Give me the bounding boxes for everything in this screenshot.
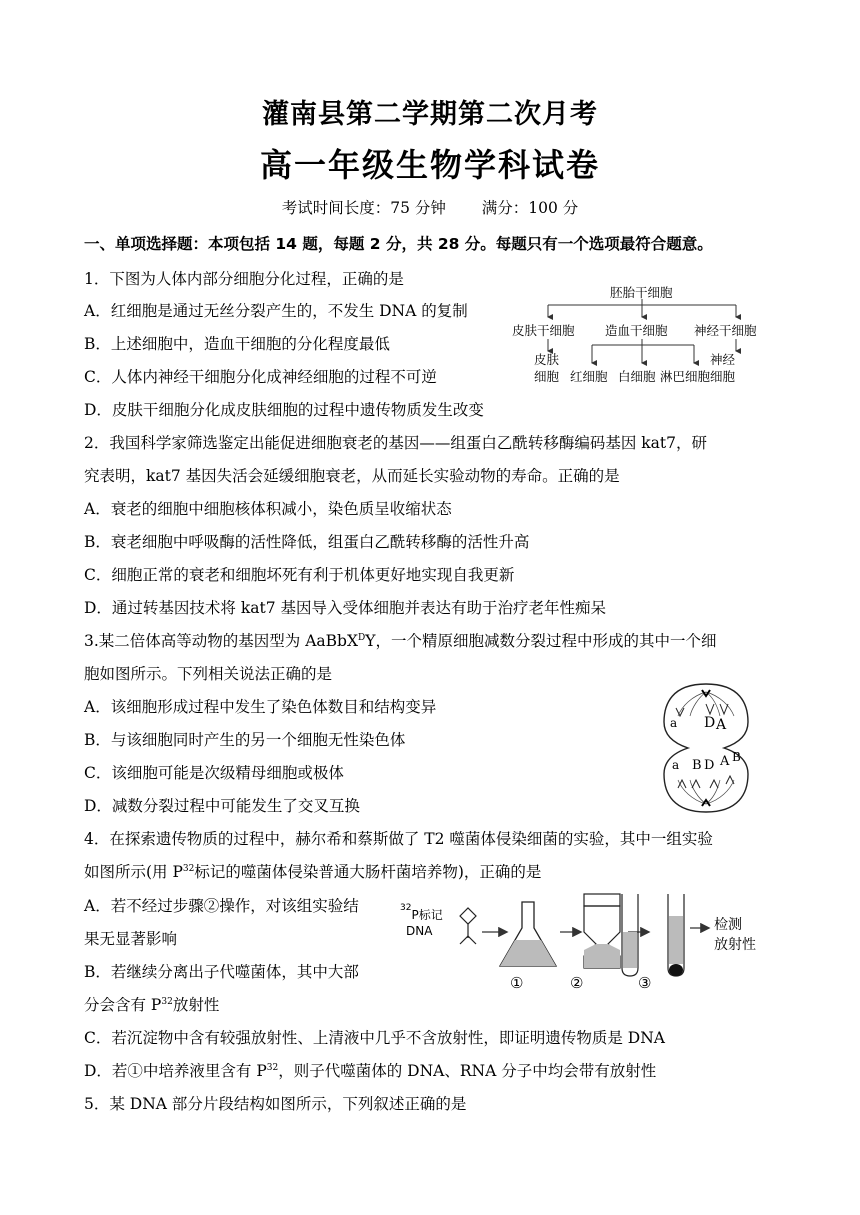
q4-stem-line1: 4．在探索遗传物质的过程中，赫尔希和蔡斯做了 T2 噬菌体侵染细菌的实验，其中一组实验 [84, 830, 713, 848]
q3-option-d: D．减数分裂过程中可能发生了交叉互换 [84, 797, 360, 815]
allele-label: D [704, 715, 716, 731]
step-1-label: ① [510, 974, 524, 992]
skin-cell-label-b: 细胞 [534, 369, 560, 384]
nerve-cell-label-a: 神经 [710, 352, 736, 367]
q4-stem-line2 [84, 861, 541, 883]
detect-label-line2: 放射性 [714, 937, 756, 953]
p32-dna-label-line1 [400, 903, 443, 923]
q1-option-c: C．人体内神经干细胞分化成神经细胞的过程不可逆 [84, 368, 437, 386]
q4-d-pre: D．若①中培养液里含有 P [84, 1062, 267, 1080]
q4-stem-pre: 如图所示(用 P [84, 863, 183, 881]
detect-label-line1: 检测 [714, 917, 742, 933]
q3-stem-line1 [84, 630, 716, 652]
q3-option-b: B．与该细胞同时产生的另一个细胞无性染色体 [84, 731, 406, 749]
q2-option-d: D．通过转基因技术将 kat7 基因导入受体细胞并表达有助于治疗老年性痴呆 [84, 599, 607, 617]
skin-stem-cell-label: 皮肤干细胞 [512, 323, 575, 338]
embryonic-stem-cell-label: 胚胎干细胞 [610, 285, 673, 300]
full-score: 满分：100 分 [481, 199, 579, 217]
q3-stem-sup: D [358, 633, 366, 643]
q3-stem-line2: 胞如图所示。下列相关说法正确的是 [84, 665, 333, 683]
q1-option-a: A．红细胞是通过无丝分裂产生的，不发生 DNA 的复制 [84, 302, 468, 320]
red-blood-cell-label: 红细胞 [570, 369, 608, 384]
allele-label: a [672, 758, 680, 772]
allele-label: D [704, 758, 715, 773]
p32-text: P标记 [411, 908, 443, 922]
q4-d-post: ，则子代噬菌体的 DNA、RNA 分子中均会带有放射性 [278, 1062, 657, 1080]
q2-stem-line2: 究表明，kat7 基因失活会延缓细胞衰老，从而延长实验动物的寿命。正确的是 [84, 467, 620, 485]
exam-info [0, 196, 860, 218]
skin-cell-label-a: 皮肤 [534, 352, 560, 367]
q4-option-a-line1: A．若不经过步骤②操作，对该组实验结 [84, 897, 359, 915]
allele-label: A [720, 754, 730, 769]
allele-label: B [732, 750, 741, 764]
q4-b-post: 放射性 [172, 996, 220, 1014]
q4-option-d [84, 1060, 656, 1082]
q4-option-b-line1: B．若继续分离出子代噬菌体，其中大部 [84, 963, 359, 981]
allele-label: B [692, 758, 702, 773]
p32-dna-label-line2: DNA [406, 924, 433, 938]
nerve-cell-label-b: 细胞 [710, 369, 736, 384]
q4-option-a-line2: 果无显著影响 [84, 930, 178, 948]
dividing-cell-drawing [662, 682, 750, 814]
phage-experiment-diagram [398, 888, 770, 998]
step-3-label: ③ [638, 974, 652, 992]
q4-option-b-line2 [84, 994, 219, 1016]
q4-option-c: C．若沉淀物中含有较强放射性、上清液中几乎不含放射性，即证明遗传物质是 DNA [84, 1029, 665, 1047]
q3-option-c: C．该细胞可能是次级精母细胞或极体 [84, 764, 344, 782]
p32-sup: 32 [400, 903, 412, 913]
q4-stem-post: 标记的噬菌体侵染普通大肠杆菌培养物)，正确的是 [194, 863, 542, 881]
q2-option-c: C．细胞正常的衰老和细胞坏死有利于机体更好地实现自我更新 [84, 566, 515, 584]
q3-stem-pre: 3.某二倍体高等动物的基因型为 AaBbX [84, 632, 358, 650]
q3-option-a: A．该细胞形成过程中发生了染色体数目和结构变异 [84, 698, 437, 716]
lymphocyte-label: 淋巴细胞 [660, 369, 711, 384]
exam-title: 灌南县第二学期第二次月考 [262, 99, 598, 130]
allele-label: A [716, 717, 727, 733]
q2-option-a: A．衰老的细胞中细胞核体积减小，染色质呈收缩状态 [84, 500, 452, 518]
q1-option-b: B．上述细胞中，造血干细胞的分化程度最低 [84, 335, 390, 353]
q1-stem: 1．下图为人体内部分细胞分化过程，正确的是 [84, 270, 404, 288]
neural-stem-cell-label: 神经干细胞 [694, 323, 757, 338]
q4-stem-sup: 32 [182, 864, 195, 874]
q2-stem-line1: 2．我国科学家筛选鉴定出能促进细胞衰老的基因——组蛋白乙酰转移酶编码基因 kat7，研 [84, 434, 708, 452]
exam-time: 考试时间长度：75 分钟 [281, 199, 446, 217]
white-blood-cell-label: 白细胞 [618, 369, 656, 384]
q4-b-pre: 分会含有 P [84, 996, 162, 1014]
q2-option-b: B．衰老细胞中呼吸酶的活性降低，组蛋白乙酰转移酶的活性升高 [84, 533, 530, 551]
q4-b-sup: 32 [161, 997, 173, 1007]
exam-subtitle: 高一年级生物学科试卷 [259, 146, 600, 184]
dividing-cell-diagram [662, 682, 750, 814]
q5-stem: 5．某 DNA 部分片段结构如图所示，下列叙述正确的是 [84, 1095, 467, 1113]
cell-differentiation-diagram [512, 285, 766, 390]
step-2-label: ② [570, 974, 584, 992]
q3-stem-post: Y，一个精原细胞减数分裂过程中形成的其中一个细 [365, 632, 717, 650]
q4-d-sup: 32 [266, 1063, 279, 1073]
q1-option-d: D．皮肤干细胞分化成皮肤细胞的过程中遗传物质发生改变 [84, 401, 484, 419]
hematopoietic-stem-cell-label: 造血干细胞 [605, 323, 668, 338]
allele-label: a [670, 716, 678, 730]
section-heading: 一、单项选择题：本项包括 14 题，每题 2 分，共 28 分。每题只有一个选项最符合题意。 [84, 235, 713, 253]
